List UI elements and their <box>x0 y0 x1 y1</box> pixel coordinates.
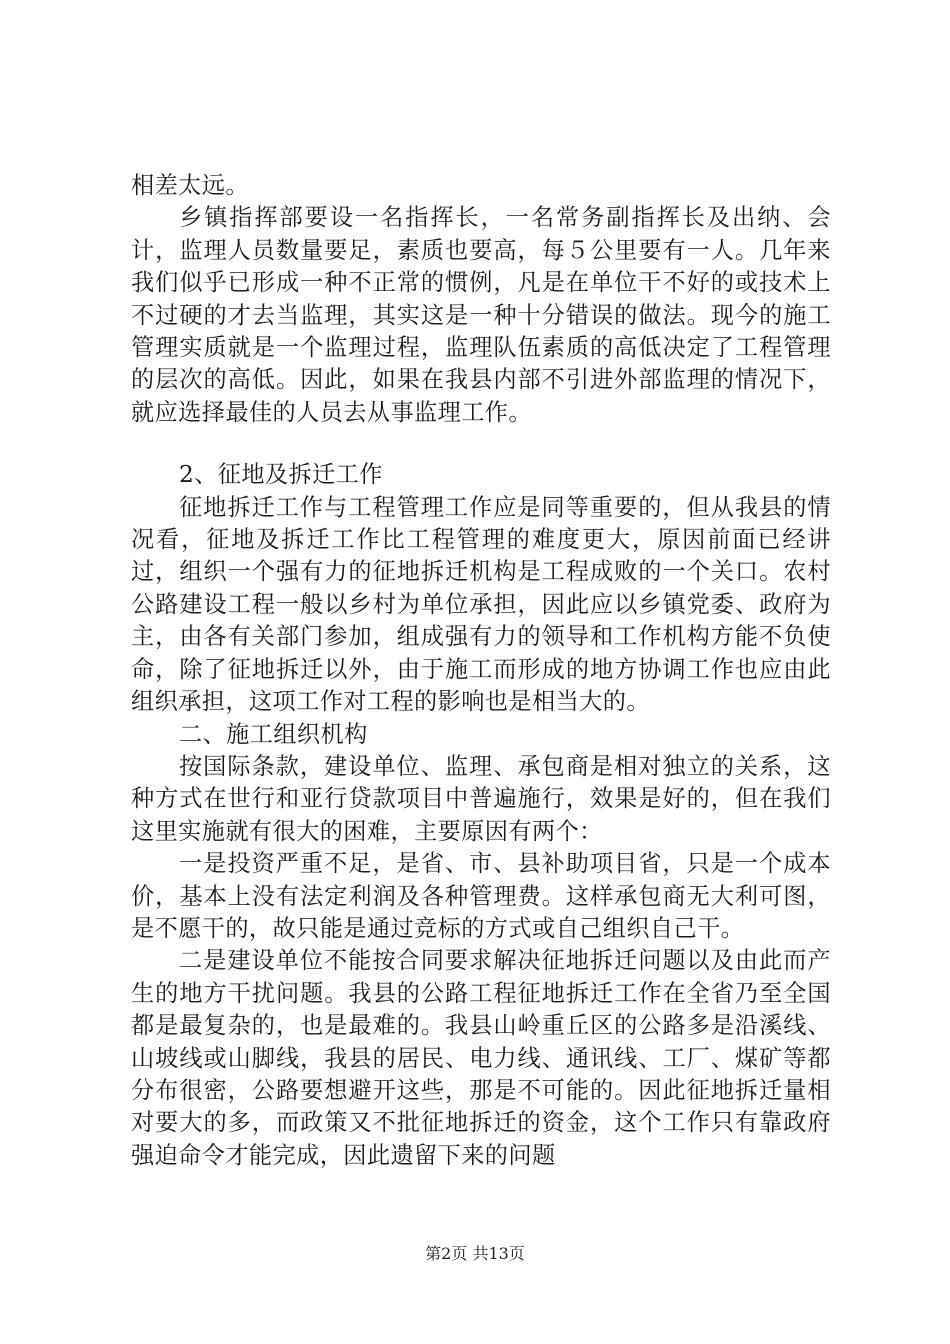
section-heading-construction-organization: 二、施工组织机构 <box>179 720 368 748</box>
paragraph-7: 一是投资严重不足，是省、市、县补助项目省，只是一个成本价，基本上没有法定利润及各种管理费。这样承包商无大利可图，是不愿干的，故只能是通过竞标的方式或自己组织自己干。 <box>131 850 831 942</box>
document-body <box>131 170 831 1172</box>
paragraph-4: 征地拆迁工作与工程管理工作应是同等重要的，但从我县的情况看，征地及拆迁工作比工程管理的难度更大，原因前面已经讲过，组织一个强有力的征地拆迁机构是工程成败的一个关口。农村公路建设工程一般以乡村为单位承担，因此应以乡镇党委、政府为主，由各有关部门参加，组成强有力的领导和工作机构方能不负使命，除了征地拆迁以外，由于施工而形成的地方协调工作也应由此组织承担，这项工作对工程的影响也是相当大的。 <box>131 493 831 716</box>
paragraph-2: 乡镇指挥部要设一名指挥长，一名常务副指挥长及出纳、会计，监理人员数量要足，素质也要高，每５公里要有一人。几年来我们似乎已形成一种不正常的惯例，凡是在单位干不好的或技术上不过硬的才去当监理，其实这是一种十分错误的做法。现今的施工管理实质就是一个监理过程，监理队伍素质的高低决定了工程管理的层次的高低。因此，如果在我县内部不引进外部监理的情况下，就应选择最佳的人员去从事监理工作。 <box>131 204 831 426</box>
paragraph-6: 按国际条款，建设单位、监理、承包商是相对独立的关系，这种方式在世行和亚行贷款项目中普遍施行，效果是好的，但在我们这里实施就有很大的困难，主要原因有两个： <box>131 752 831 845</box>
section-heading-land-acquisition: 2、征地及拆迁工作 <box>179 461 383 489</box>
page-number-footer: 第2页 共13页 <box>425 1244 525 1263</box>
paragraph-8: 二是建设单位不能按合同要求解决征地拆迁问题以及由此而产生的地方干扰问题。我县的公路工程征地拆迁工作在全省乃至全国都是最复杂的，也是最难的。我县山岭重丘区的公路多是沿溪线、山坡线或山脚线，我县的居民、电力线、通讯线、工厂、煤矿等都分布很密，公路要想避开这些，那是不可能的。因此征地拆迁量相对要大的多，而政策又不批征地拆迁的资金，这个工作只有靠政府强迫命令才能完成，因此遗留下来的问题 <box>131 947 831 1169</box>
paragraph-1: 相差太远。 <box>131 172 249 199</box>
